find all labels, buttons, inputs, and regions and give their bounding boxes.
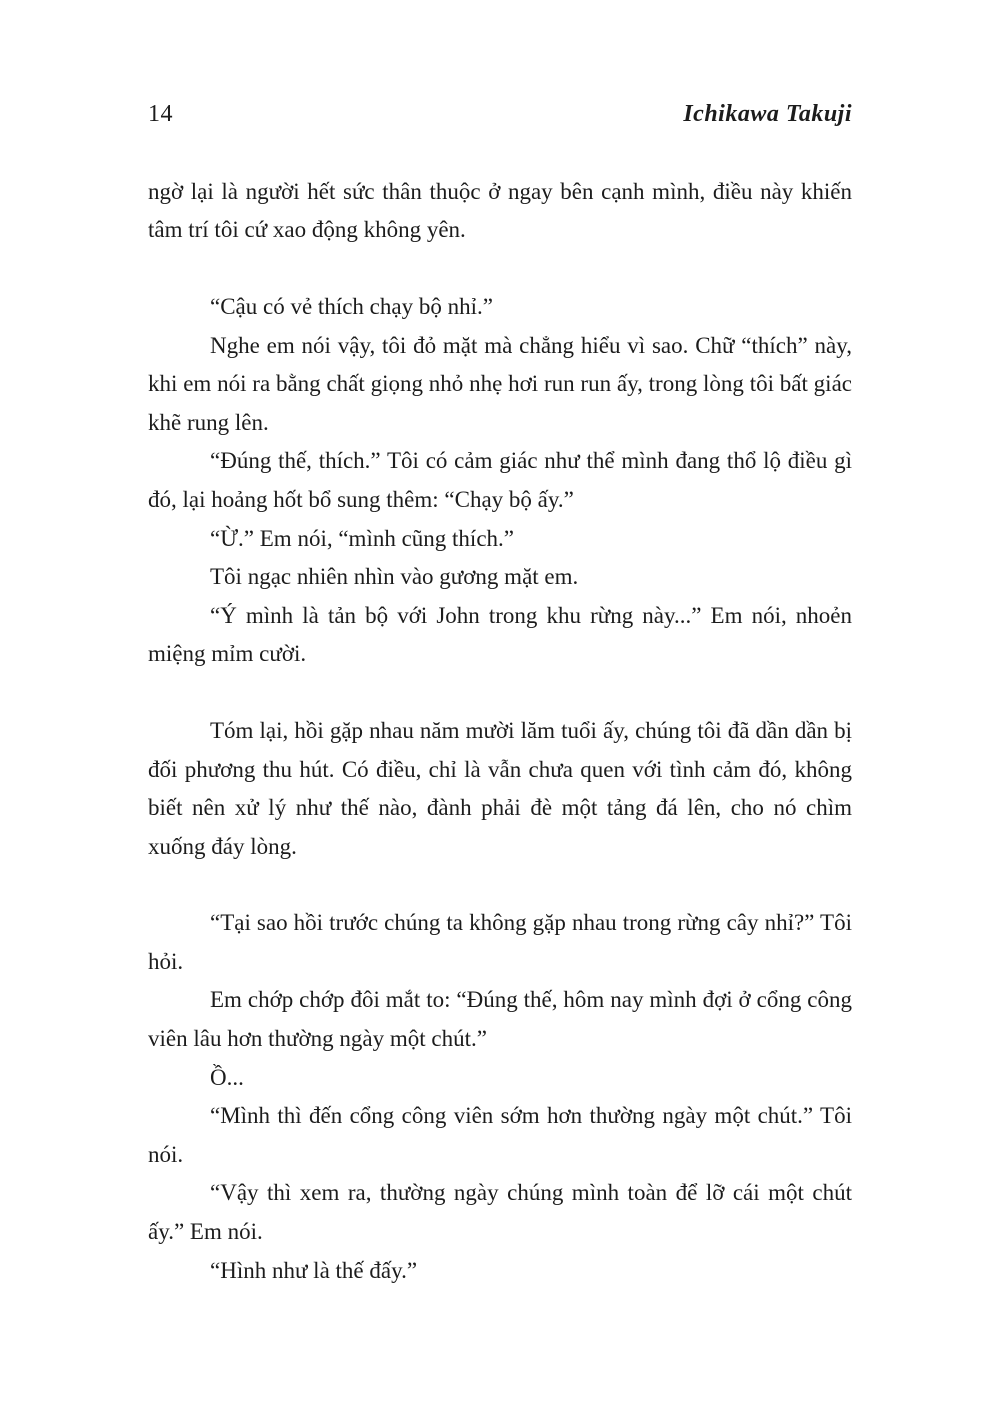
paragraph: Tôi ngạc nhiên nhìn vào gương mặt em. xyxy=(210,564,579,590)
paragraph: “Tại sao hồi trước chúng ta không gặp nhau trong rừng cây nhỉ?” Tôi hỏi. xyxy=(148,910,852,974)
paragraph: Em chớp chớp đôi mắt to: “Đúng thế, hôm nay mình đợi ở cổng công viên lâu hơn thường ngày một chút.” xyxy=(148,987,852,1052)
paragraph: “Hình như là thế đấy.” xyxy=(210,1257,418,1283)
page-number: 14 xyxy=(148,101,173,127)
paragraph: “Mình thì đến cổng công viên sớm hơn thường ngày một chút.” Tôi nói. xyxy=(148,1103,852,1167)
page-header xyxy=(148,100,852,129)
running-head-author: Ichikawa Takuji xyxy=(683,101,852,127)
paragraph: “Đúng thế, thích.” Tôi có cảm giác như thể mình đang thổ lộ điều gì đó, lại hoảng hốt bổ sung thêm: “Chạy bộ ấy.” xyxy=(148,448,852,512)
paragraph: ngờ lại là người hết sức thân thuộc ở ngay bên cạnh mình, điều này khiến tâm trí tôi cứ xao động không yên. xyxy=(148,178,852,243)
paragraph: Ồ... xyxy=(210,1064,244,1090)
page-body xyxy=(148,173,852,1290)
paragraph: “Vậy thì xem ra, thường ngày chúng mình toàn để lỡ cái một chút ấy.” Em nói. xyxy=(148,1180,852,1245)
paragraph: “Ừ.” Em nói, “mình cũng thích.” xyxy=(210,525,514,551)
paragraph: “Ý mình là tản bộ với John trong khu rừng này...” Em nói, nhoẻn miệng mỉm cười. xyxy=(148,602,852,667)
paragraph: Tóm lại, hồi gặp nhau năm mười lăm tuổi ấy, chúng tôi đã dần dần bị đối phương thu hút. Có điều, chỉ là vẫn chưa quen với tình cảm đó, không biết nên xử lý như thế nào, đành phải đè một tảng đá lên, cho nó chìm xuống đáy lòng. xyxy=(148,717,852,859)
paragraph: “Cậu có vẻ thích chạy bộ nhỉ.” xyxy=(210,293,493,319)
paragraph: Nghe em nói vậy, tôi đỏ mặt mà chẳng hiểu vì sao. Chữ “thích” này, khi em nói ra bằng chất giọng nhỏ nhẹ hơi run run ấy, trong lòng tôi bất giác khẽ rung lên. xyxy=(148,332,852,435)
